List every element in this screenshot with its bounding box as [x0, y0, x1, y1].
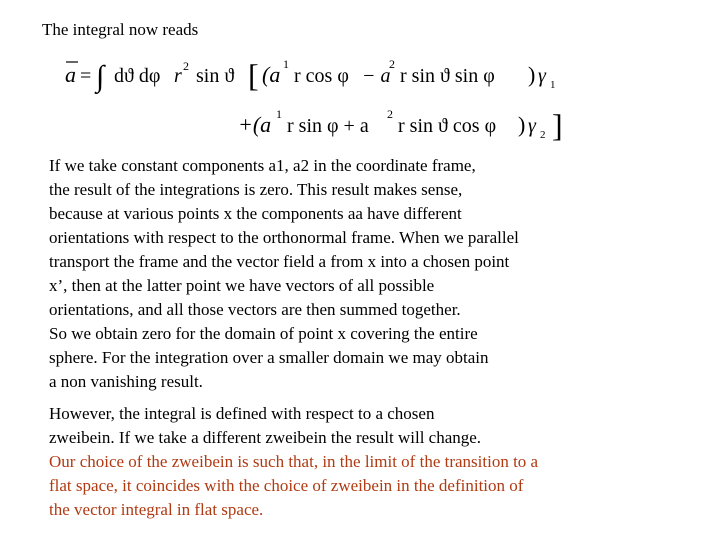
paragraph-line: x’, then at the latter point we have vectors of all possible [49, 276, 435, 295]
paragraph-line: the result of the integrations is zero. This result makes sense, [49, 180, 463, 199]
paragraph-line: However, the integral is defined with respect to a chosen [49, 404, 435, 423]
sup-2: 2 [389, 57, 395, 71]
sup-1-row2: 1 [276, 107, 282, 121]
intro-text: The integral now reads [42, 20, 199, 39]
paragraph-line: because at various points x the components aa have different [49, 204, 462, 223]
gamma-2: γ [528, 115, 536, 137]
integral-sign: ∫ [96, 60, 105, 93]
gamma-1: γ [538, 65, 546, 87]
plus-a: +(a [238, 112, 272, 137]
gamma-sub-1: 1 [550, 79, 556, 91]
paragraph-line: a non vanishing result. [49, 372, 203, 391]
paragraph-line: zweibein. If we take a different zweibein the result will change. [49, 428, 482, 447]
paragraph-line: orientations with respect to the orthonormal frame. When we parallel [49, 228, 519, 247]
r-cos-phi: r cos φ [294, 65, 349, 87]
paragraph-explanation [49, 154, 519, 394]
term1-a: (a [262, 62, 281, 87]
highlight-line: the vector integral in flat space. [49, 500, 264, 519]
differentials: dϑ dφ [114, 65, 161, 87]
r-sin-phi-plus: r sin φ + a [287, 115, 369, 137]
equals-sign: = [80, 65, 92, 87]
lhs-a: a [65, 62, 76, 87]
integral-formula [62, 52, 622, 152]
highlight-line: Our choice of the zweibein is such that, in the limit of the transition to a [49, 452, 539, 471]
formula-svg [62, 52, 622, 152]
paragraph-line: If we take constant components a1, a2 in the coordinate frame, [49, 156, 476, 175]
close-bracket: ] [552, 107, 563, 143]
minus-a: − a [362, 65, 391, 87]
r-square: 2 [183, 59, 189, 73]
paragraph-line: sphere. For the integration over a smaller domain we may obtain [49, 348, 489, 367]
sup-1: 1 [283, 57, 289, 71]
r-sin-sin: r sin ϑ sin φ [400, 65, 495, 87]
r-symbol: r [174, 65, 182, 87]
open-bracket: [ [248, 57, 259, 93]
close-paren-1: ) [528, 62, 536, 87]
sup-2-row2: 2 [387, 107, 393, 121]
r-sin-cos: r sin ϑ cos φ [398, 115, 497, 137]
close-paren-2: ) [518, 112, 526, 137]
sin-theta: sin ϑ [196, 65, 235, 87]
paragraph-line: So we obtain zero for the domain of point x covering the entire [49, 324, 478, 343]
gamma-sub-2: 2 [540, 129, 546, 141]
highlight-line: flat space, it coincides with the choice of zweibein in the definition of [49, 476, 524, 495]
paragraph-line: transport the frame and the vector field a from x into a chosen point [49, 252, 510, 271]
paragraph-zweibein [49, 402, 538, 522]
paragraph-line: orientations, and all those vectors are then summed together. [49, 300, 461, 319]
